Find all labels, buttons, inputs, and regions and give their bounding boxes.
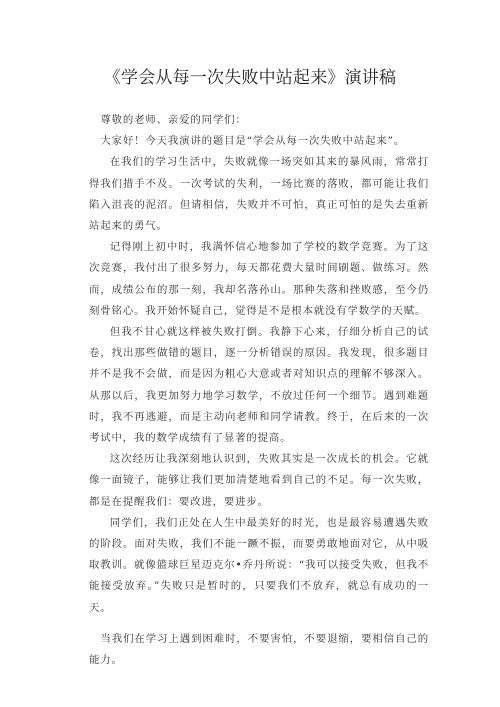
- paragraph-lesson: 这次经历让我深刻地认识到，失败其实是一次成长的机会。它就像一面镜子，能够让我们更加清楚地看到自己的不足。每一次失败，都是在提醒我们：要改进，要进步。: [89, 453, 429, 508]
- paragraph-recovery: 但我不甘心就这样被失败打倒。我静下心来，仔细分析自己的试卷，找出那些做错的题目，逐一分析错误的原因。我发现，很多题目并不是我不会做，而是因为粗心大意或者对知识点的理解不够深入。从那以后，我更加努力地学习数学，不放过任何一个细节。遇到难题时，我不再逃避，而是主动向老师和同学请教。终于，在后来的一次考试中，我的数学成绩有了显著的提高。: [89, 326, 429, 445]
- paragraph-closing: 当我们在学习上遇到困难时，不要害怕，不要退缩，要相信自己的能力。: [89, 632, 429, 667]
- paragraph-salutation: 尊敬的老师、亲爱的同学们：: [100, 114, 247, 126]
- paragraph-greeting: 大家好！今天我演讲的题目是“学会从每一次失败中站起来”。: [100, 135, 406, 148]
- document-body: [89, 110, 429, 671]
- paragraph-appeal: 同学们，我们正处在人生中最美好的时光，也是最容易遭遇失败的阶段。面对失败，我们不能一蹶不振，而要勇敢地面对它，从中吸取教训。就像篮球巨星迈克尔•乔丹所说：“我可以接受失败，但我不能接受放弃。”失败只是暂时的，只要我们不放弃，就总有成功的一天。: [89, 516, 429, 614]
- paragraph-story: 记得刚上初中时，我满怀信心地参加了学校的数学竞赛。为了这次竞赛，我付出了很多努力，每天都花费大量时间刷题、做练习。然而，成绩公布的那一刻，我却名落孙山。那种失落和挫败感，至今仍刻骨铭心。我开始怀疑自己，觉得是不是根本就没有学数学的天赋。: [89, 241, 429, 317]
- paragraph-intro: 在我们的学习生活中，失败就像一场突如其来的暴风雨，常常打得我们措手不及。一次考试的失利，一场比赛的落败，都可能让我们陷入沮丧的泥沼。但请相信，失败并不可怕，真正可怕的是失去重新站起来的勇气。: [89, 156, 429, 233]
- document-title: 《学会从每一次失败中站起来》演讲稿: [103, 68, 397, 88]
